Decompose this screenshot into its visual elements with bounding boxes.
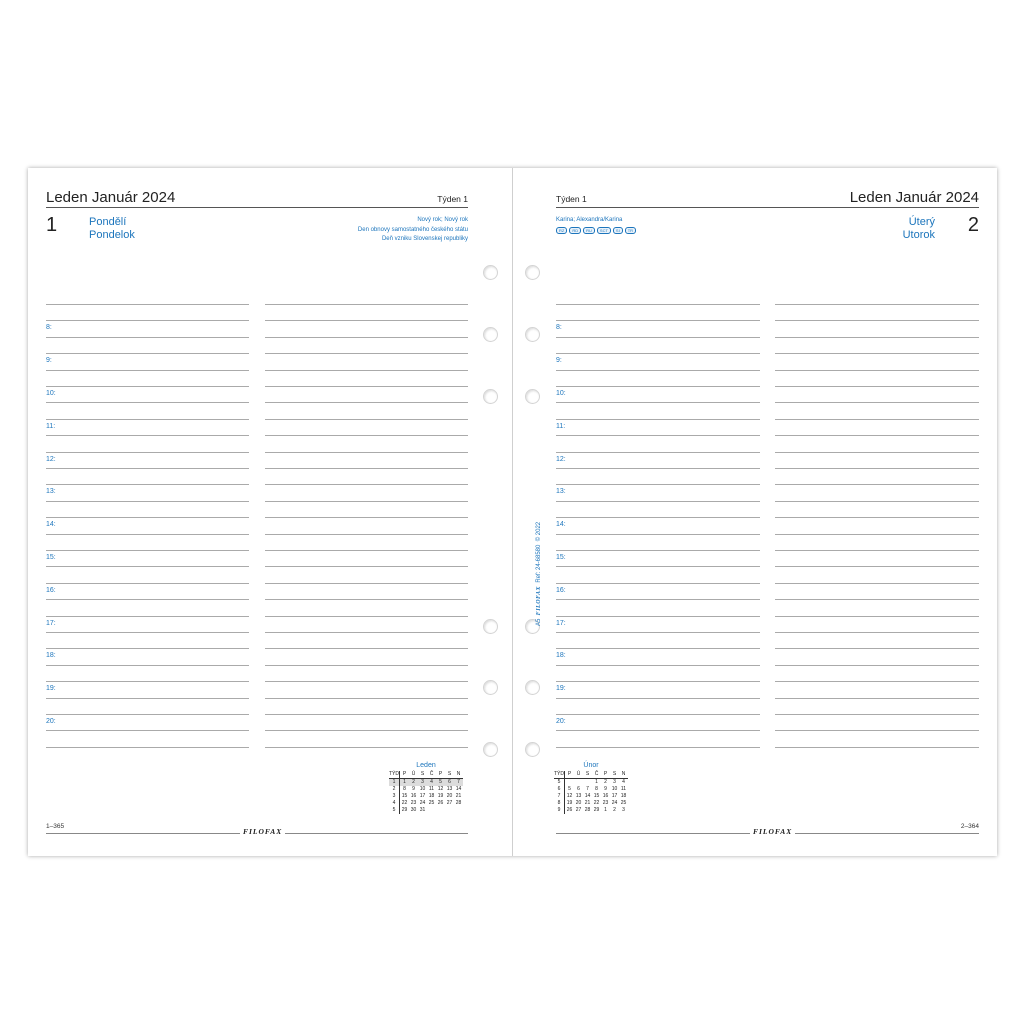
writing-line: [775, 747, 979, 748]
writing-line: [46, 353, 249, 354]
writing-line: [46, 452, 249, 453]
calendar-day-cell: [445, 807, 454, 814]
calendar-day-cell: 19: [437, 793, 444, 799]
calendar-day-cell: 27: [446, 800, 453, 806]
writing-line: [775, 370, 979, 371]
binder-hole: [483, 327, 498, 342]
calendar-header-cell: S: [583, 771, 592, 779]
filofax-logo: FILOFAX: [750, 827, 795, 836]
calendar-day-cell: 1: [400, 779, 410, 787]
day-name-sk: Pondelok: [89, 229, 135, 241]
calendar-day-cell: 28: [584, 807, 591, 813]
calendar-day-cell: 8: [403, 786, 406, 792]
writing-line: [46, 517, 249, 518]
calendar-day-cell: 11: [428, 786, 435, 792]
calendar-day-cell: 2: [409, 779, 418, 787]
writing-line: [775, 435, 979, 436]
calendar-week-number: 4: [389, 800, 400, 807]
hour-label: 15:: [556, 554, 566, 561]
mini-calendar-title: Únor: [583, 762, 599, 769]
hour-label: 14:: [556, 521, 566, 528]
writing-line: [265, 730, 468, 731]
writing-line: [775, 616, 979, 617]
calendar-day-cell: 5: [568, 786, 571, 792]
writing-line: [265, 435, 468, 436]
calendar-day-cell: 24: [611, 800, 618, 806]
hour-label: 10:: [46, 390, 56, 397]
calendar-day-cell: 4: [427, 779, 436, 787]
calendar-day-cell: 10: [419, 786, 426, 792]
calendar-header-cell: S: [418, 771, 427, 779]
calendar-day-cell: 23: [410, 800, 417, 806]
day-number: 1: [46, 214, 58, 236]
writing-line: [265, 550, 468, 551]
writing-line: [775, 484, 979, 485]
writing-line: [46, 484, 249, 485]
writing-line: [265, 648, 468, 649]
writing-line: [46, 714, 249, 715]
calendar-day-cell: 11: [620, 786, 627, 792]
writing-line: [265, 353, 468, 354]
writing-line: [46, 566, 249, 567]
binder-hole: [525, 265, 540, 280]
writing-line: [775, 304, 979, 305]
calendar-header-cell: P: [601, 771, 610, 779]
writing-line: [46, 402, 249, 403]
page-code: 1–365: [46, 823, 65, 830]
badge-row: [556, 227, 636, 234]
month-title: Leden Január 2024: [849, 189, 979, 206]
writing-line: [556, 402, 760, 403]
calendar-day-cell: [454, 807, 463, 814]
calendar-week-number: 5: [554, 779, 565, 787]
calendar-day-cell: 29: [401, 807, 408, 813]
writing-line: [265, 534, 468, 535]
writing-line: [775, 353, 979, 354]
week-label: Týden 1: [437, 194, 468, 204]
writing-line: [775, 517, 979, 518]
writing-line: [46, 681, 249, 682]
week-label: Týden 1: [556, 194, 587, 204]
hour-label: 8:: [556, 324, 562, 331]
writing-line: [775, 698, 979, 699]
hour-label: 12:: [46, 456, 56, 463]
writing-line: [46, 599, 249, 600]
hour-label: 17:: [556, 620, 566, 627]
calendar-day-cell: 2: [613, 807, 616, 813]
hour-label: 10:: [556, 390, 566, 397]
writing-line: [556, 583, 760, 584]
writing-line: [265, 304, 468, 305]
writing-line: [265, 747, 468, 748]
nameday-badge: SI: [613, 227, 623, 234]
writing-line: [46, 468, 249, 469]
writing-line: [556, 435, 760, 436]
writing-line: [775, 452, 979, 453]
writing-line: [775, 337, 979, 338]
calendar-day-cell: 6: [445, 779, 454, 787]
header-rule: [46, 207, 468, 208]
writing-line: [265, 386, 468, 387]
calendar-day-cell: [427, 807, 436, 814]
side-reference-text: [536, 522, 542, 626]
holiday-list: [358, 216, 468, 245]
holiday: Deň vzniku Slovenskej republiky: [381, 236, 468, 242]
writing-line: [556, 370, 760, 371]
nameday-badge: RD: [569, 227, 581, 234]
hour-label: 9:: [556, 357, 562, 364]
calendar-day-cell: 17: [611, 793, 618, 799]
nameday-badge: RZ: [556, 227, 567, 234]
hour-label: 11:: [556, 423, 566, 430]
writing-line: [265, 484, 468, 485]
writing-line: [46, 583, 249, 584]
hour-label: 19:: [556, 685, 566, 692]
calendar-day-cell: 18: [620, 793, 627, 799]
writing-line: [556, 320, 760, 321]
hour-label: 12:: [556, 456, 566, 463]
writing-line: [775, 501, 979, 502]
calendar-day-cell: 6: [577, 786, 580, 792]
hour-label: 13:: [556, 488, 566, 495]
writing-line: [775, 386, 979, 387]
calendar-day-cell: 9: [412, 786, 415, 792]
calendar-day-cell: 14: [455, 786, 462, 792]
calendar-day-cell: 5: [436, 779, 445, 787]
writing-line: [46, 632, 249, 633]
writing-line: [775, 550, 979, 551]
writing-line: [46, 616, 249, 617]
writing-line: [775, 566, 979, 567]
writing-line: [775, 402, 979, 403]
writing-line: [265, 583, 468, 584]
calendar-day-cell: 13: [446, 786, 453, 792]
writing-line: [46, 698, 249, 699]
filofax-logo: FILOFAX: [536, 586, 542, 616]
calendar-day-cell: 12: [437, 786, 444, 792]
calendar-week-number: 6: [554, 786, 565, 793]
hour-label: 17:: [46, 620, 56, 627]
hour-label: 9:: [46, 357, 52, 364]
writing-line: [556, 501, 760, 502]
calendar-day-cell: 21: [584, 800, 591, 806]
calendar-day-cell: [583, 779, 592, 787]
calendar-day-cell: [436, 807, 445, 814]
calendar-day-cell: 27: [575, 807, 582, 813]
writing-line: [46, 320, 249, 321]
binder-hole: [483, 742, 498, 757]
writing-line: [556, 419, 760, 420]
writing-line: [775, 419, 979, 420]
calendar-day-cell: 30: [410, 807, 417, 813]
writing-line: [556, 386, 760, 387]
writing-line: [46, 665, 249, 666]
writing-line: [556, 550, 760, 551]
day-name-cz: Pondělí: [89, 216, 127, 228]
calendar-header-cell: S: [610, 771, 619, 779]
binder-hole: [483, 389, 498, 404]
mini-calendar-leden: [389, 762, 463, 814]
calendar-day-cell: 3: [613, 779, 616, 785]
hour-label: 20:: [556, 718, 566, 725]
hour-label: 18:: [46, 652, 56, 659]
calendar-header-cell: P: [436, 771, 445, 779]
writing-line: [265, 681, 468, 682]
hour-label: 18:: [556, 652, 566, 659]
writing-line: [775, 632, 979, 633]
writing-line: [556, 452, 760, 453]
calendar-day-cell: 1: [595, 779, 598, 785]
calendar-day-cell: 18: [428, 793, 435, 799]
writing-line: [265, 599, 468, 600]
mini-calendar-grid: [554, 771, 628, 814]
calendar-header-cell: Ú: [574, 771, 583, 779]
writing-line: [46, 747, 249, 748]
calendar-day-cell: 13: [575, 793, 582, 799]
calendar-day-cell: 14: [584, 793, 591, 799]
mini-calendar-grid: [389, 771, 463, 814]
filofax-logo: FILOFAX: [240, 827, 285, 836]
calendar-day-cell: 22: [401, 800, 408, 806]
calendar-week-number: 5: [389, 807, 400, 814]
calendar-header-cell: Č: [592, 771, 601, 779]
calendar-header-cell: TÝD: [389, 771, 399, 777]
hour-label: 13:: [46, 488, 56, 495]
writing-line: [556, 681, 760, 682]
calendar-day-cell: 24: [419, 800, 426, 806]
calendar-day-cell: 9: [604, 786, 607, 792]
calendar-header-cell: S: [445, 771, 454, 779]
writing-line: [556, 566, 760, 567]
writing-line: [46, 550, 249, 551]
writing-line: [265, 402, 468, 403]
calendar-header-cell: Ú: [409, 771, 418, 779]
hour-label: 15:: [46, 554, 56, 561]
calendar-week-number: 7: [554, 793, 565, 800]
reference-code: Ref: 24-68580: [536, 544, 542, 583]
calendar-day-cell: 15: [401, 793, 408, 799]
copyright: © 2022: [536, 521, 542, 542]
day-name-sk: Utorok: [902, 229, 935, 241]
binder-hole: [525, 389, 540, 404]
calendar-day-cell: 4: [622, 779, 625, 785]
calendar-day-cell: 26: [566, 807, 573, 813]
writing-line: [265, 632, 468, 633]
left-page: [28, 168, 512, 856]
hour-label: 11:: [46, 423, 56, 430]
writing-line: [46, 501, 249, 502]
nameday-badge: SCT: [597, 227, 611, 234]
writing-line: [775, 714, 979, 715]
writing-line: [556, 730, 760, 731]
calendar-day-cell: 20: [575, 800, 582, 806]
writing-line: [265, 698, 468, 699]
page-code: 2–364: [960, 823, 979, 830]
calendar-day-cell: 17: [419, 793, 426, 799]
header-rule: [556, 207, 979, 208]
writing-line: [775, 730, 979, 731]
writing-line: [265, 665, 468, 666]
calendar-day-cell: 1: [604, 807, 607, 813]
writing-line: [556, 337, 760, 338]
writing-line: [46, 435, 249, 436]
calendar-day-cell: 20: [446, 793, 453, 799]
calendar-header-cell: N: [454, 771, 463, 779]
hour-label: 20:: [46, 718, 56, 725]
writing-line: [775, 648, 979, 649]
writing-line: [775, 681, 979, 682]
writing-line: [775, 665, 979, 666]
calendar-week-number: 8: [554, 800, 565, 807]
writing-line: [556, 616, 760, 617]
writing-line: [556, 648, 760, 649]
writing-line: [556, 517, 760, 518]
writing-line: [265, 337, 468, 338]
holiday: Den obnovy samostatného českého státu: [357, 226, 468, 233]
calendar-day-cell: 15: [593, 793, 600, 799]
writing-line: [775, 468, 979, 469]
day-name: [903, 216, 935, 242]
writing-line: [556, 468, 760, 469]
writing-line: [265, 517, 468, 518]
writing-line: [265, 370, 468, 371]
writing-line: [775, 583, 979, 584]
calendar-day-cell: 19: [566, 800, 573, 806]
nameday-badge: TR: [625, 227, 636, 234]
calendar-day-cell: 16: [602, 793, 609, 799]
writing-line: [556, 747, 760, 748]
writing-line: [556, 632, 760, 633]
writing-line: [775, 599, 979, 600]
writing-line: [775, 534, 979, 535]
namedays: Karina; Alexandra/Karina: [556, 217, 623, 223]
format-size: A5: [536, 618, 542, 626]
calendar-day-cell: 26: [437, 800, 444, 806]
calendar-header-cell: TÝD: [554, 771, 564, 777]
writing-line: [556, 484, 760, 485]
writing-line: [265, 320, 468, 321]
calendar-day-cell: 25: [620, 800, 627, 806]
writing-line: [46, 304, 249, 305]
calendar-day-cell: 3: [622, 807, 625, 813]
writing-line: [265, 566, 468, 567]
writing-line: [46, 386, 249, 387]
calendar-day-cell: 29: [593, 807, 600, 813]
day-number: 2: [967, 214, 979, 236]
calendar-day-cell: [565, 779, 575, 787]
calendar-header-cell: Č: [427, 771, 436, 779]
writing-line: [556, 304, 760, 305]
writing-line: [556, 353, 760, 354]
writing-line: [265, 616, 468, 617]
hour-label: 16:: [556, 587, 566, 594]
writing-line: [265, 468, 468, 469]
holiday: Nový rok; Nový rok: [417, 217, 468, 223]
writing-line: [46, 648, 249, 649]
calendar-day-cell: 7: [586, 786, 589, 792]
calendar-header-cell: P: [565, 771, 575, 779]
hour-label: 19:: [46, 685, 56, 692]
writing-line: [556, 665, 760, 666]
binder-hole: [525, 742, 540, 757]
binder-hole: [483, 680, 498, 695]
writing-line: [556, 599, 760, 600]
calendar-header-cell: P: [400, 771, 410, 779]
writing-line: [46, 337, 249, 338]
writing-line: [265, 714, 468, 715]
mini-calendar-title: Leden: [416, 762, 436, 769]
calendar-week-number: 3: [389, 793, 400, 800]
calendar-day-cell: 22: [593, 800, 600, 806]
mini-calendar-unor: [554, 762, 628, 814]
calendar-day-cell: [574, 779, 583, 787]
hour-label: 8:: [46, 324, 52, 331]
planner-spread: [28, 168, 997, 856]
writing-line: [556, 714, 760, 715]
calendar-day-cell: 21: [455, 793, 462, 799]
calendar-day-cell: 23: [602, 800, 609, 806]
calendar-day-cell: 28: [455, 800, 462, 806]
calendar-day-cell: 8: [595, 786, 598, 792]
calendar-day-cell: 31: [419, 807, 426, 813]
calendar-day-cell: 25: [428, 800, 435, 806]
right-page: [513, 168, 997, 856]
binder-hole: [483, 265, 498, 280]
calendar-day-cell: 7: [454, 779, 463, 787]
writing-line: [556, 534, 760, 535]
writing-line: [46, 730, 249, 731]
writing-line: [265, 452, 468, 453]
hour-label: 16:: [46, 587, 56, 594]
month-title: Leden Január 2024: [46, 189, 176, 206]
writing-line: [775, 320, 979, 321]
writing-line: [265, 419, 468, 420]
calendar-day-cell: 3: [418, 779, 427, 787]
binder-hole: [525, 680, 540, 695]
calendar-day-cell: 16: [410, 793, 417, 799]
calendar-week-number: 2: [389, 786, 400, 793]
writing-line: [46, 534, 249, 535]
calendar-day-cell: 12: [566, 793, 573, 799]
day-name-cz: Úterý: [908, 216, 935, 228]
binder-hole: [483, 619, 498, 634]
writing-line: [265, 501, 468, 502]
calendar-day-cell: 2: [604, 779, 607, 785]
writing-line: [46, 370, 249, 371]
calendar-week-number: 9: [554, 807, 565, 814]
writing-line: [46, 419, 249, 420]
hour-label: 14:: [46, 521, 56, 528]
writing-line: [556, 698, 760, 699]
binder-hole: [525, 327, 540, 342]
calendar-day-cell: 10: [611, 786, 618, 792]
calendar-header-cell: N: [619, 771, 628, 779]
calendar-week-number: 1: [389, 779, 400, 787]
day-name: [89, 216, 135, 242]
nameday-badge: RU: [583, 227, 595, 234]
